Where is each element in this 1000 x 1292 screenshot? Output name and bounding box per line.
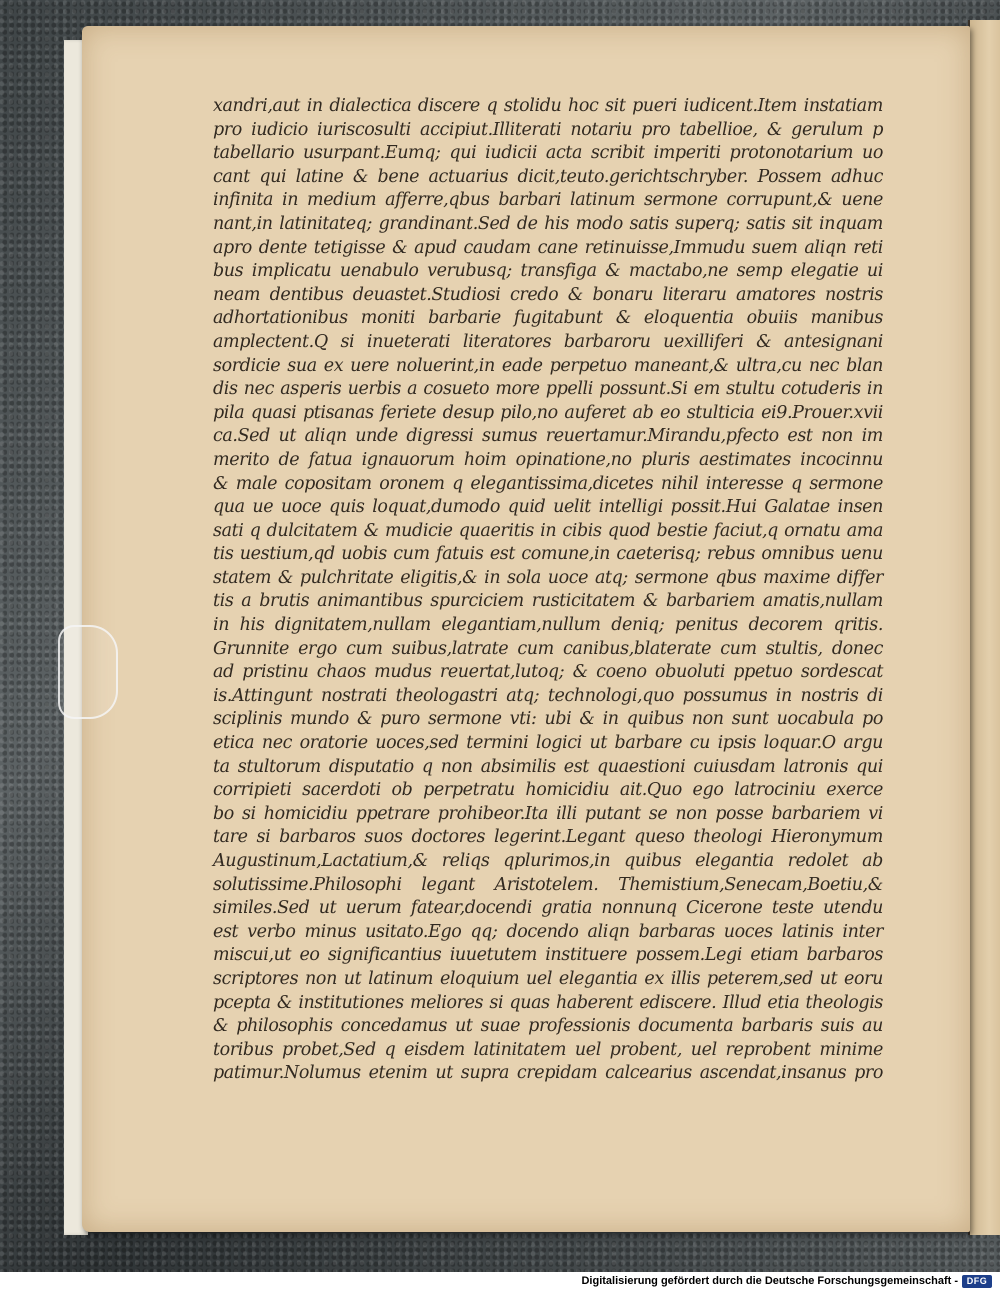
text-line: neam dentibus deuastet.Studiosi credo & bonaru literaru amatores nostris (213, 284, 883, 305)
dfg-logo-icon: DFG (962, 1275, 992, 1288)
text-line: pcepta & institutiones meliores si quas haberent ediscere. Illud etia theologis (213, 992, 883, 1013)
footer-bar (0, 1272, 1000, 1292)
text-line: pro iudicio iuriscosulti accipiut.Illiterati notariu pro tabellioe, & gerulum p (213, 119, 883, 140)
text-line: & philosophis concedamus ut suae professionis documenta barbaris suis au (213, 1016, 883, 1037)
text-line: amplectent.Q si inueterati literatores barbaroru uexilliferi & antesignani (213, 331, 883, 352)
text-line: scriptores non ut latinum eloquium uel elegantia ex illis peterem,sed ut eoru (213, 968, 883, 989)
text-line: est verbo minus usitato.Ego qq; docendo aliqn barbaras uoces latinis inter (213, 921, 883, 942)
text-line: tabellario usurpant.Eumq; qui iudicii acta scribit imperiti protonotarium uo (213, 143, 883, 164)
text-line: adhortationibus moniti barbarie fugitabunt & eloquentia obuiis manibus (213, 308, 883, 329)
text-line: corripieti sacerdoti ob perpetratu homicidiu ait.Quo ego latrociniu exerce (213, 780, 883, 801)
footer-credit-text: Digitalisierung gefördert durch die Deutsche Forschungsgemeinschaft - (581, 1275, 958, 1287)
text-line: patimur.Nolumus etenim ut supra crepidam calcearius ascendat,insanus pro (213, 1063, 883, 1084)
text-line: dis nec asperis uerbis a cosueto more ppelli possunt.Si em stultu cotuderis in (213, 379, 883, 400)
text-line: Grunnite ergo cum suibus,latrate cum canibus,blaterate cum stultis, donec (213, 638, 883, 659)
text-line: is.Attingunt nostrati theologastri atq; technologi,quo possumus in nostris di (213, 685, 883, 706)
text-line: etica nec oratorie uoces,sed termini logici ut barbare cu ipsis loquar.O argu (213, 733, 883, 754)
adjacent-page-edge (968, 20, 1000, 1235)
text-line: sordicie sua ex uere noluerint,in eade perpetuo maneant,& ultra,cu nec blan (213, 355, 883, 376)
text-line: tis a brutis animantibus spurciciem rusticitatem & barbariem amatis,nullam (213, 591, 883, 612)
text-line: tare si barbaros suos doctores legerint.Legant queso theologi Hieronymum (213, 827, 883, 848)
text-line: tis uestium,qd uobis cum fatuis est comune,in caeterisq; rebus omnibus uenu (213, 544, 883, 565)
text-line: bus implicatu uenabulo verubusq; transfiga & mactabo,ne semp elegatie ui (213, 261, 883, 282)
text-line: nant,in latinitateq; grandinant.Sed de his modo satis superq; satis sit inquam (213, 213, 883, 234)
page-text-block (213, 95, 883, 1086)
text-line: pila quasi ptisanas feriete desup pilo,no auferet ab eo stulticia ei9.Prouer.xvii (213, 402, 883, 423)
text-line: statem & pulchritate eligitis,& in sola uoce atq; sermone qbus maxime differ (213, 567, 883, 588)
text-line: in his dignitatem,nullam elegantiam,nullum deniq; penitus decorem qritis. (213, 615, 883, 636)
text-line: cant qui latine & bene actuarius dicit,teuto.gerichtschryber. Possem adhuc (213, 166, 883, 187)
text-line: toribus probet,Sed q eisdem latinitatem uel probent, uel reprobent minime (213, 1039, 883, 1060)
text-line: sciplinis mundo & puro sermone vti: ubi & in quibus non sunt uocabula po (213, 709, 883, 730)
text-line: ca.Sed ut aliqn unde digressi sumus reuertamur.Mirandu,pfecto est non im (213, 426, 883, 447)
text-line: xandri,aut in dialectica discere q stolidu hoc sit pueri iudicent.Item instatiam (213, 96, 883, 116)
text-line: bo si homicidiu ppetrare prohibeor.Ita illi putant se non posse barbariem vi (213, 803, 883, 824)
page-clip (58, 625, 118, 719)
text-line: sati q dulcitatem & mudicie quaeritis in cibis quod bestie faciut,q ornatu ama (213, 520, 883, 541)
text-line: solutissime.Philosophi legant Aristotelem. Themistium,Senecam,Boetiu,& (213, 874, 883, 895)
text-line: Augustinum,Lactatium,& reliqs qplurimos,in quibus elegantia redolet ab (213, 851, 883, 871)
text-line: & male copositam oronem q elegantissima,dicetes nihil interesse q sermone (213, 473, 883, 494)
text-line: merito de fatua ignauorum hoim opinatione,no pluris aestimates incocinnu (213, 449, 883, 470)
text-line: qua ue uoce quis loquat,dumodo quid uelit intelligi possit.Hui Galatae insen (213, 497, 883, 518)
text-line: infinita in medium afferre,qbus barbari latinum sermone corrupunt,& uene (213, 190, 883, 211)
text-line: ta stultorum disputatio q non absimilis est quaestioni cuiusdam latronis qui (213, 756, 883, 777)
text-line: miscui,ut eo significantius iuuetutem instituere possem.Legi etiam barbaros (213, 945, 883, 966)
text-line: apro dente tetigisse & apud caudam cane retinuisse,Immudu suem aliqn reti (213, 237, 883, 258)
text-line: similes.Sed ut uerum fatear,docendi gratia nonnunq Cicerone teste utendu (213, 898, 883, 919)
text-line: ad pristinu chaos mudus reuertat,lutoq; & coeno obuoluti ppetuo sordescat (213, 662, 883, 683)
